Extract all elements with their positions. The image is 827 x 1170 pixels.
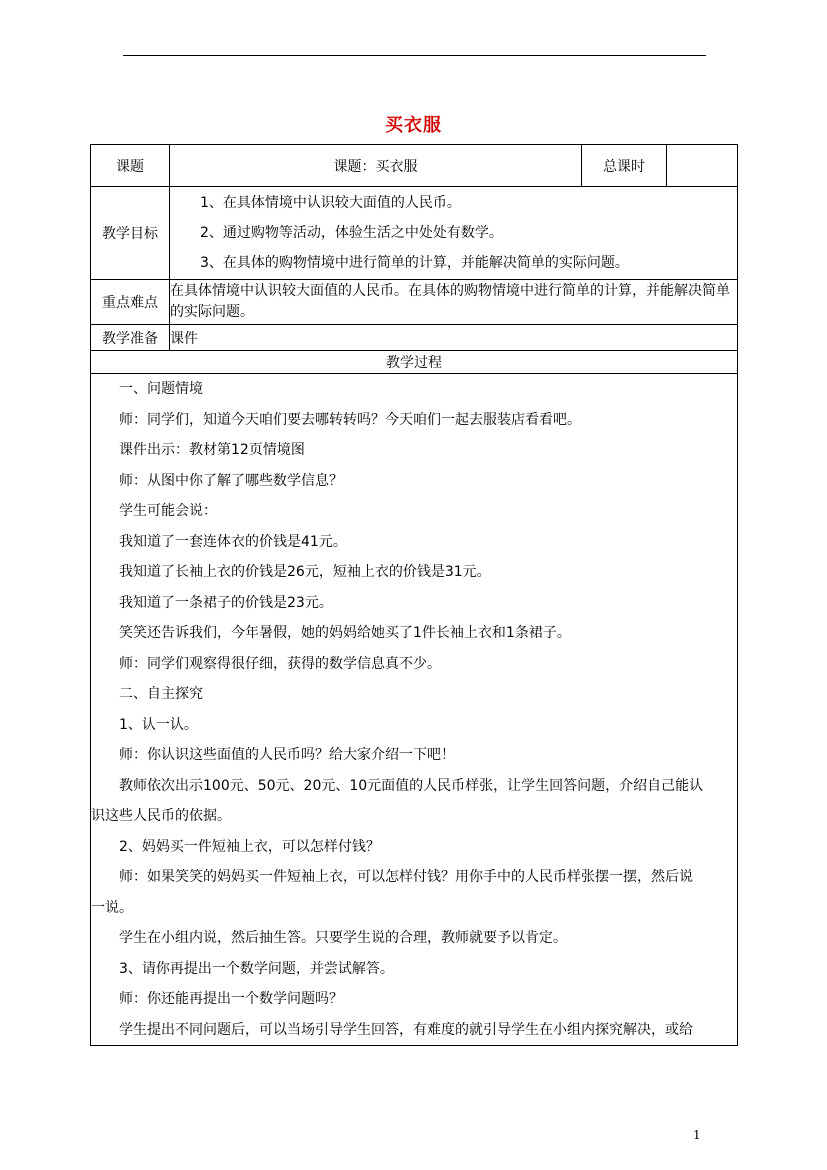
process-paragraph: 教师依次出示100元、50元、20元、10元面值的人民币样张，让学生回答问题，介绍自己能认 — [119, 777, 704, 794]
total-hours-label: 总课时 — [582, 145, 667, 187]
row-process-heading — [91, 351, 738, 374]
key-points-label: 重点难点 — [91, 280, 170, 325]
goals-label: 教学目标 — [91, 187, 170, 280]
process-paragraph: 我知道了一条裙子的价钱是23元。 — [119, 594, 333, 611]
goal-item: 3、在具体的购物情境中进行简单的计算，并能解决简单的实际问题。 — [200, 255, 629, 271]
goal-item: 2、通过购物等活动，体验生活之中处处有数学。 — [200, 225, 503, 241]
process-paragraph: 2、妈妈买一件短袖上衣，可以怎样付钱？ — [119, 838, 380, 855]
topic-value: 课题：买衣服 — [170, 145, 582, 187]
goal-item: 1、在具体情境中认识较大面值的人民币。 — [200, 195, 461, 211]
process-paragraph: 1、认一认。 — [119, 716, 198, 733]
lesson-plan-table — [90, 144, 738, 1046]
header-rule — [123, 55, 706, 56]
total-hours-value — [667, 145, 738, 187]
process-paragraph: 识这些人民币的依据。 — [91, 808, 231, 824]
page-number: 1 — [693, 1128, 701, 1142]
process-heading: 教学过程 — [91, 351, 738, 374]
process-paragraph: 学生在小组内说，然后抽生答。只要学生说的合理，教师就要予以肯定。 — [119, 930, 567, 946]
key-points-text: 在具体情境中认识较大面值的人民币。在具体的购物情境中进行简单的计算，并能解决简单的实际问题。 — [170, 280, 738, 325]
process-paragraph: 学生提出不同问题后，可以当场引导学生回答，有难度的就引导学生在小组内探究解决，或给 — [119, 1021, 693, 1038]
process-paragraph: 师：你认识这些面值的人民币吗？给大家介绍一下吧！ — [119, 747, 455, 763]
process-paragraph: 3、请你再提出一个数学问题，并尝试解答。 — [119, 960, 394, 977]
process-paragraph: 师：从图中你了解了哪些数学信息？ — [119, 472, 343, 489]
process-paragraph: 我知道了长袖上衣的价钱是26元，短袖上衣的价钱是31元。 — [119, 564, 491, 580]
preparation-text: 课件 — [170, 325, 738, 351]
process-paragraph: 我知道了一套连体衣的价钱是41元。 — [119, 533, 347, 550]
row-preparation — [91, 325, 738, 351]
process-paragraph: 学生可能会说： — [119, 503, 217, 519]
process-paragraph: 笑笑还告诉我们，今年暑假，她的妈妈给她买了1件长袖上衣和1条裙子。 — [119, 625, 571, 641]
row-key-points — [91, 280, 738, 325]
process-paragraph: 师：如果笑笑的妈妈买一件短袖上衣，可以怎样付钱？用你手中的人民币样张摆一摆，然后说 — [119, 869, 693, 885]
process-paragraph: 一说。 — [91, 899, 133, 916]
document-title: 买衣服 — [385, 115, 442, 136]
row-goals — [91, 187, 738, 280]
process-paragraph: 师：同学们，知道今天咱们要去哪转转吗？今天咱们一起去服装店看看吧。 — [119, 411, 581, 428]
process-paragraph: 课件出示：教材第12页情境图 — [119, 442, 305, 458]
goals-list — [170, 187, 738, 280]
preparation-label: 教学准备 — [91, 325, 170, 351]
process-paragraph: 师：你还能再提出一个数学问题吗？ — [119, 991, 343, 1007]
process-paragraph: 二、自主探究 — [119, 686, 203, 702]
row-topic — [91, 145, 738, 187]
topic-label: 课题 — [91, 145, 170, 187]
row-process — [91, 374, 738, 1046]
process-paragraph: 一、问题情境 — [119, 381, 203, 397]
process-body — [91, 374, 738, 1046]
process-paragraph: 师：同学们观察得很仔细，获得的数学信息真不少。 — [119, 655, 441, 672]
